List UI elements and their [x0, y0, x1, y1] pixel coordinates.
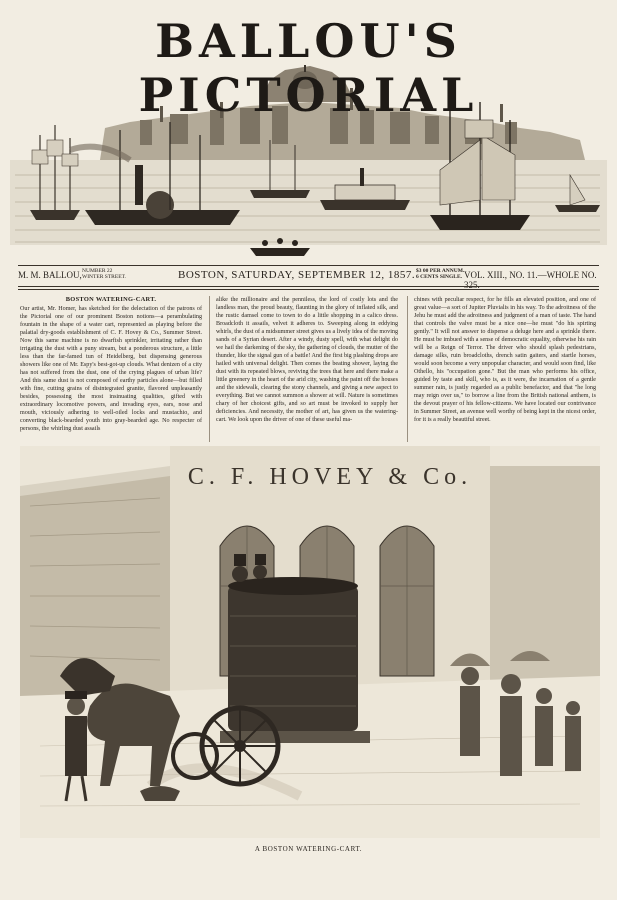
article-column-3: chines with peculiar respect, for he fills an elevated position, and one of great value—a sort of Jupiter Pluvialis in his way. To the adroitness of the Jehu he must add the adroitness and judgment of a man of taste. The hand that controls the valve must be a nice one—he must "do his spirting gently." It will not answer to dispense a deluge here and a sprinkle there. He must be imbued with a sense of democratic equality, otherwise his rain will be a Reign of Terror. The driver who should splash pedestrians, damage silks, ruin broadcloths, drench satin gaiters, and startle horses, would soon become a very unpopular character, and would soon find, like Othello, his "occupation gone." But the man who performs his office, guided by taste and skill, who is, as it were, the incarnation of a gentle summer rain, is justly regarded as a public benefactor, and that "he long may reign over us," to borrow a line from the British national anthem, is the devout prayer of his fellow-citizens. We have located our contrivance in Summer Street, an avenue well worthy of being kept in the nicest order, for it is a really beautiful street.: [414, 297, 596, 423]
column-divider: [209, 296, 210, 442]
place-and-date: BOSTON, SATURDAY, SEPTEMBER 12, 1857.: [178, 269, 416, 281]
article-column-2: alike the millionaire and the penniless, the lord of costly lots and the landless man, the proud beauty, flaunting in the glory of inflated silk, and the rustic damsel come to town to do a little shopping in a calico dress. Broadcloth it assails, velvet it adheres to. Sweeping along in eddying whirls, the dust of a midsummer street gives us a lively idea of the moving sands of a Syrian desert. After a windy, dusty spell, with what delight do we hail the darkening of the sky, the gathering of clouds, the mutter of the thunder, like the signal gun of a battle! And the first big plashing drops are hailed with universal delight. Then comes the beating shower, laying the dust with its repeated blows, reviving the trees that here and there make a little greenery in the heart of the arid city, washing the paint off the houses and the sidewalk, clearing the stony channels, and giving a new aspect to everything. But we cannot summon a shower at will. Nature is sometimes chary of her choicest gifts, and so art must be invoked to supply her deficiencies. And necessity, the mother of art, has given us the watering-cart. We look upon the driver of one of these useful ma-: [216, 297, 398, 423]
address-line-1: NUMBER 22: [82, 268, 113, 274]
dateline-top-rule: [18, 265, 599, 266]
newspaper-title: BALLOU'S PICTORIAL: [138, 14, 479, 122]
dateline: [18, 268, 599, 290]
article-text-1: Our artist, Mr. Homer, has sketched for the delectation of the patrons of the Pictorial one of our prominent Boston notions—a perambulating fountain in the shape of a water cart, represented as playing before the palatial dry-goods establishment of C. F. Hovey & Co., Summer Street. Now this same machine is no dwarfish sprinkler, irritating rather than irrigating the dust with a puny stream, but a ponderous structure, a little less than the far-famed tun of Heidelberg, but dispensing generous showers like one of Mr. Espy's best-got-up clouds. What denizen of a city has not suffered from the dust, one of the crying plagues of urban life? And this same dust is not composed of earthy particles alone—but filled with fine, cutting grains of disintegrated granite, flavored unpleasantly besides, possessing the most insinuating qualities, gifted with extraordinary locomotive powers, and invading eyes, ears, nose and mouth, viciously adhering to well-oiled locks and mustachio, and converting black-bearded youth into gray-bearded age. No respecter of persons, the whirling dust assails: [20, 306, 202, 432]
price-single: 6 CENTS SINGLE.: [416, 274, 463, 280]
subscription-price: [416, 268, 464, 280]
publisher-name: M. M. BALLOU,: [18, 270, 82, 280]
publisher-address: [82, 268, 126, 280]
illustration-caption: A BOSTON WATERING-CART.: [254, 845, 363, 853]
address-line-2: WINTER STREET.: [82, 274, 126, 280]
article-headline: BOSTON WATERING-CART.: [65, 296, 157, 303]
price-per-annum: $3 00 PER ANNUM.: [416, 268, 465, 274]
article-columns: [20, 296, 600, 442]
store-sign: C. F. HOVEY & Co.: [187, 464, 473, 490]
dateline-bottom-rule-2: [18, 289, 599, 290]
dateline-bottom-rule: [18, 286, 599, 287]
article-column-1: [20, 296, 202, 442]
watering-cart-illustration: [20, 446, 600, 838]
volume-number: VOL. XIII., NO. 11.—WHOLE NO. 325.: [464, 270, 597, 290]
column-divider: [407, 296, 408, 442]
